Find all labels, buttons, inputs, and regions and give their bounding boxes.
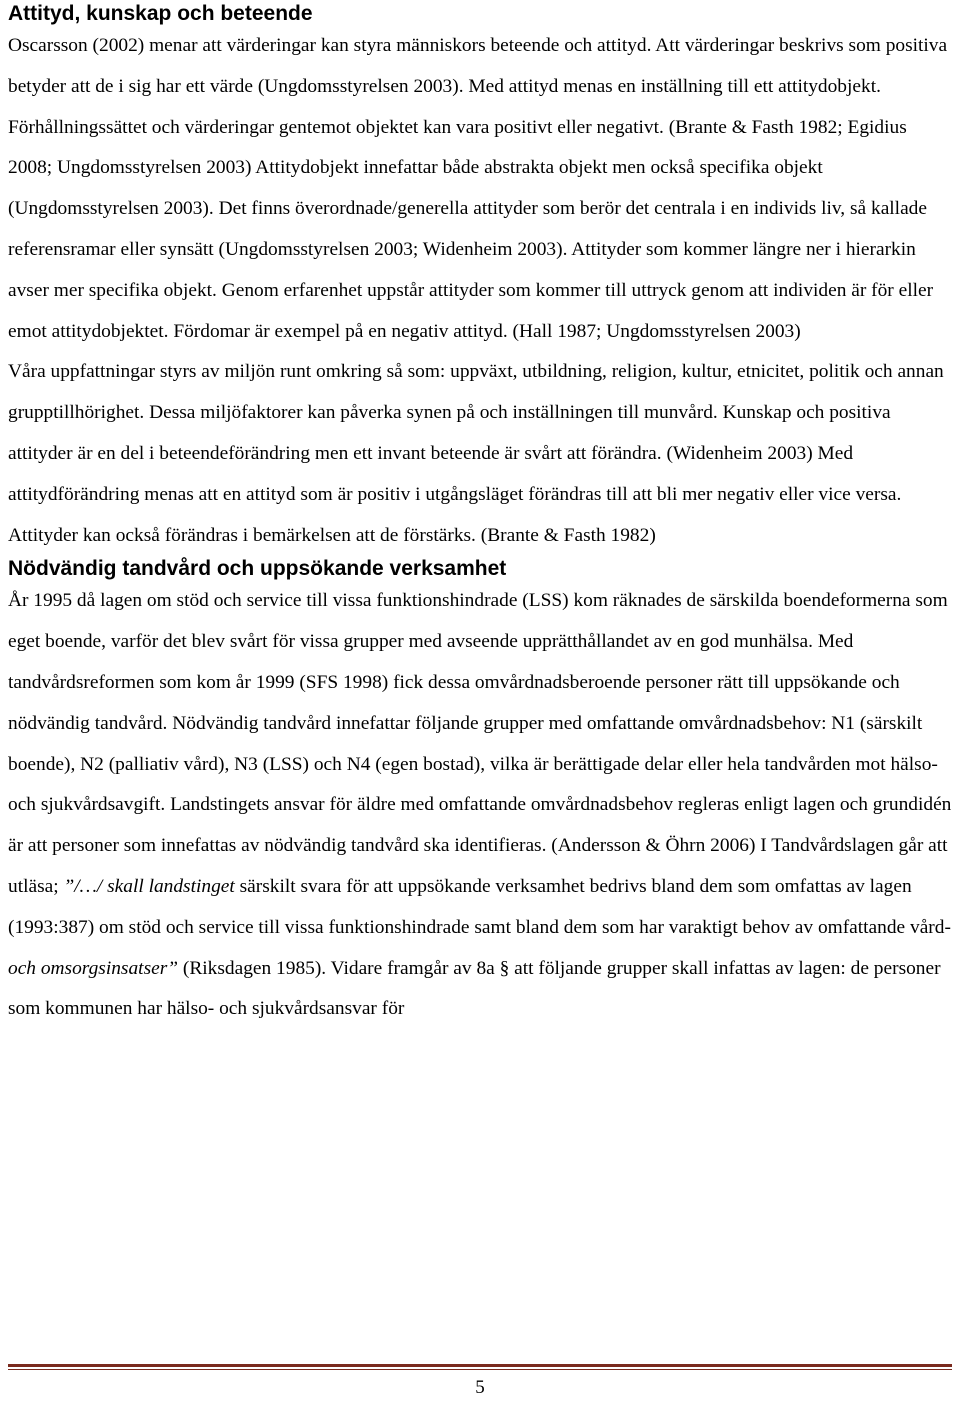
quote-end: och omsorgsinsatser” [8,957,179,979]
footer-divider [8,1364,952,1370]
section-heading-attityd: Attityd, kunskap och beteende [8,2,313,25]
paragraph-attityd-2: Våra uppfattningar styrs av miljön runt omkring så som: uppväxt, utbildning, religion, kultur, etnicitet, politik och annan grupptillhörighet. Dessa miljöfaktorer kan påverka synen på och inställningen till munvård. Kunskap och positiva attityder är en del i beteendeförändring men ett invant beteende är svårt att förändra. (Widenheim 2003) Med attitydförändring menas att en attityd som är positiv i utgångsläget förändras till att bli mer negativ eller vice versa. Attityder kan också förändras i bemärkelsen att de förstärks. (Brante & Fasth 1982) [8,361,944,546]
paragraph-attityd-1: Oscarsson (2002) menar att värderingar kan styra människors beteende och attityd. Att värderingar beskrivs som positiva betyder att de i sig har ett värde (Ungdomsstyrelsen 2003). Med attityd menas en inställning till ett attitydobjekt. Förhållningssättet och värderingar gentemot objektet kan vara positivt eller negativt. (Brante & Fasth 1982; Egidius 2008; Ungdomsstyrelsen 2003) Attitydobjekt innefattar både abstrakta objekt men också specifika objekt (Ungdomsstyrelsen 2003). Det finns överordnade/generella attityder som berör det centrala i en individs liv, så kallade referensramar eller synsätt (Ungdomsstyrelsen 2003; Widenheim 2003). Attityder som kommer längre ner i hierarkin avser mer specifika objekt. Genom erfarenhet uppstår attityder som kommer till uttryck genom att individen är för eller emot attitydobjektet. Fördomar är exempel på en negativ attityd. (Hall 1987; Ungdomsstyrelsen 2003) [8,35,948,342]
document-page [8,0,952,1030]
page-number: 5 [475,1377,485,1398]
paragraph-intro: År 1995 då lagen om stöd och service till vissa funktionshindrade (LSS) kom räknades de särskilda boendeformerna som eget boende, varför det blev svårt för vissa grupper med avseende upprätthållandet av en god munhälsa. Med tandvårdsreformen som kom år 1999 (SFS 1998) fick dessa omvårdnadsberoende personer rätt till uppsökande och nödvändig tandvård. Nödvändig tandvård innefattar följande grupper med omfattande omvårdnadsbehov: N1 (särskilt boende), N2 (palliativ vård), N3 (LSS) och N4 (egen bostad), vilka är berättigade delar eller hela tandvården mot hälso- och sjukvårdsavgift. Landstingets ansvar för äldre med omfattande omvårdnadsbehov regleras enligt lagen och grundidén är att personer som innefattas av nödvändig tandvård ska identifieras. (Andersson & Öhrn 2006) I Tandvårdslagen går att utläsa; [8,590,952,897]
paragraph-outro: (Riksdagen 1985). Vidare framgår av 8a § att följande grupper skall infattas av lagen: de personer som kommunen har hälso- och sjukvårdsansvar för [8,957,941,1020]
section-heading-tandvard: Nödvändig tandvård och uppsökande verksamhet [8,557,507,581]
quote-middle: särskilt svara för att uppsökande verksamhet bedrivs bland dem som omfattas av lagen (1993:387) om stöd och service till vissa funktionshindrade samt bland dem som har varaktigt behov av omfattande vård- [8,875,951,938]
quote-start: ”/…/ skall landstinget [63,875,235,897]
paragraph-tandvard [8,581,952,1030]
